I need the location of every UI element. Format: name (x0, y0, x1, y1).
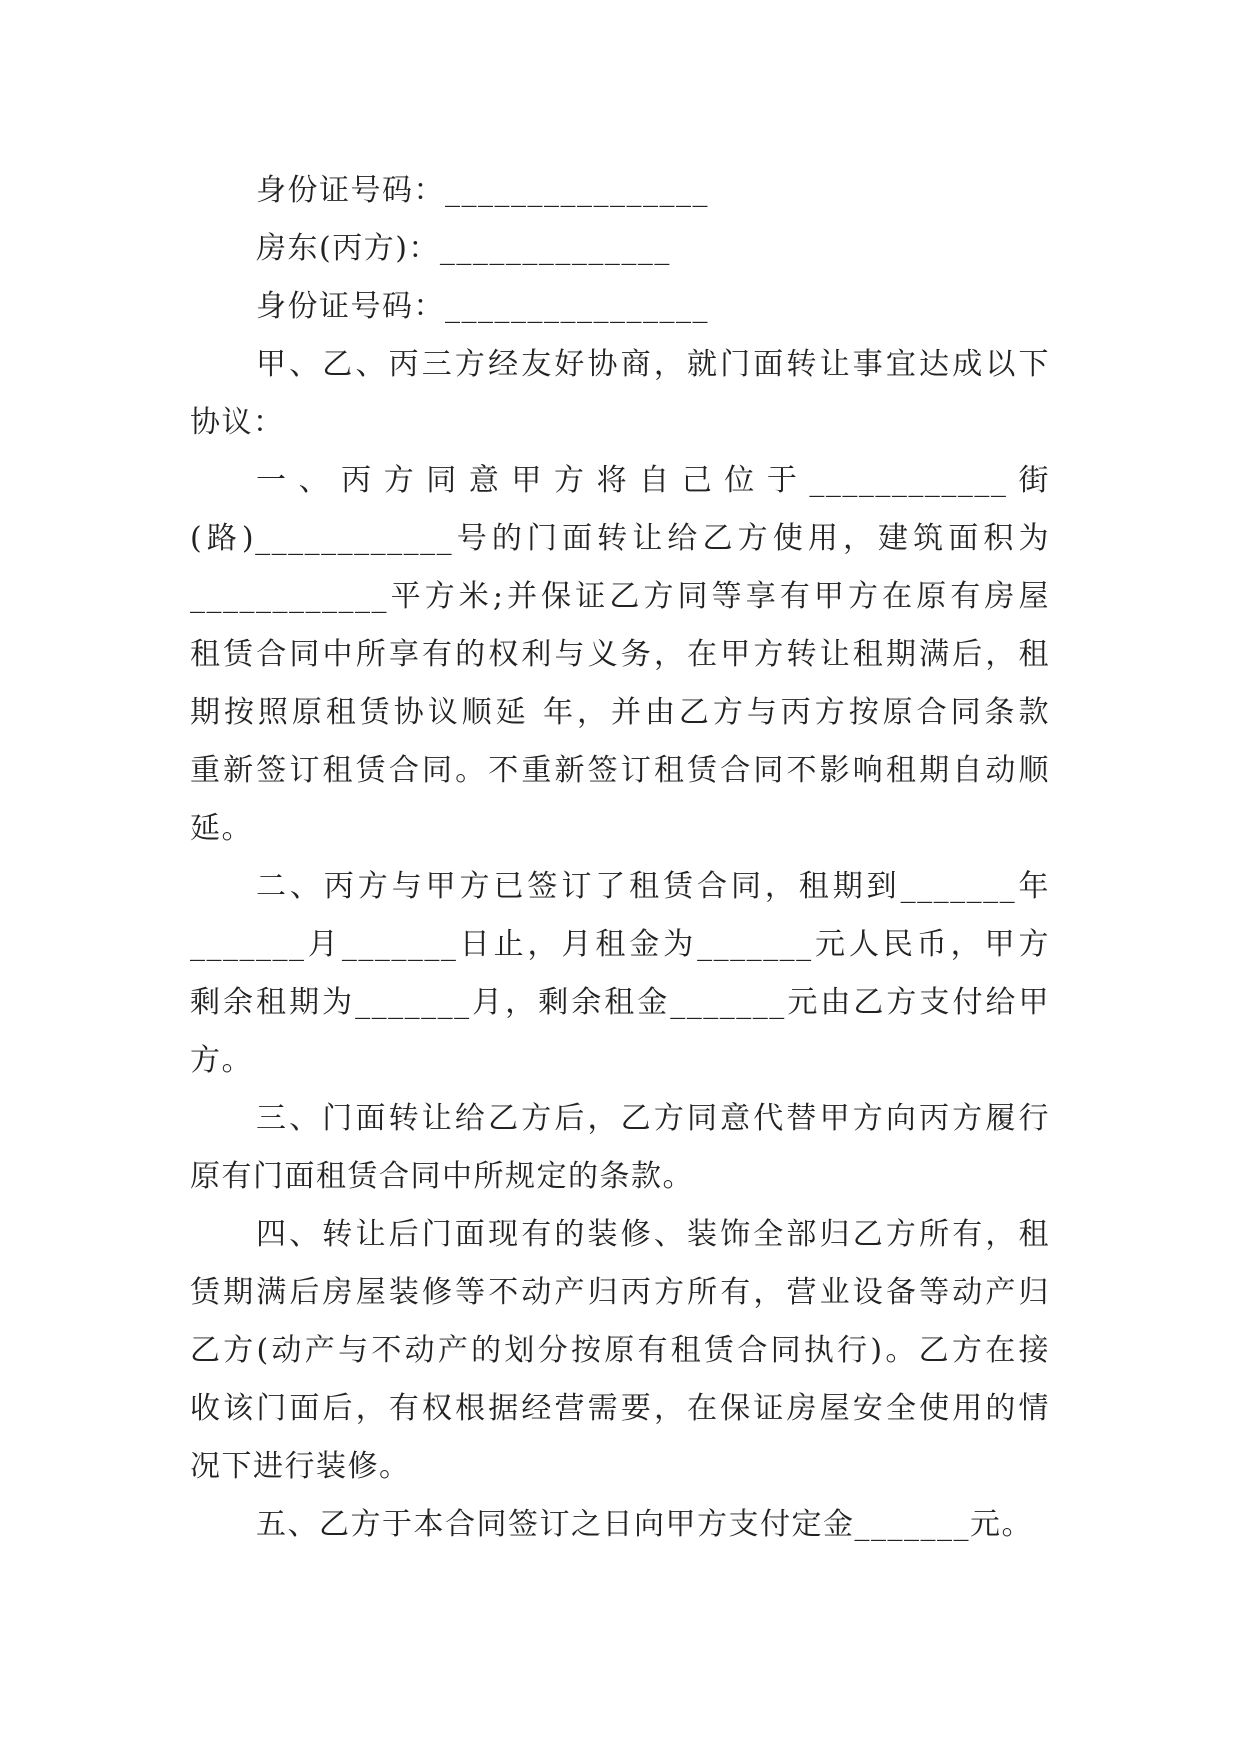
clause-2-line-2: _______月_______日止，月租金为_______元人民币，甲方 (190, 927, 1050, 962)
clause-1-line-1: 一、丙方同意甲方将自己位于____________街 (256, 463, 1050, 498)
landlord-line: 房东(丙方)：______________ (256, 231, 671, 266)
clause-2-line-1: 二、丙方与甲方已签订了租赁合同，租期到_______年 (256, 869, 1050, 904)
contract-body (190, 162, 1050, 1554)
clause-4-line-1: 四、转让后门面现有的装修、装饰全部归乙方所有，租 (256, 1217, 1050, 1252)
clause-1-line-7: 延。 (190, 811, 253, 846)
id-number-line-1: 身份证号码：________________ (256, 173, 709, 208)
clause-1-line-2: (路)____________号的门面转让给乙方使用，建筑面积为 (190, 521, 1050, 556)
intro-line-2: 协议： (190, 405, 285, 440)
intro-line-1: 甲、乙、丙三方经友好协商，就门面转让事宜达成以下 (256, 347, 1050, 382)
clause-2-line-4: 方。 (190, 1043, 253, 1078)
clause-1-line-4: 租赁合同中所享有的权利与义务，在甲方转让租期满后，租 (190, 637, 1050, 672)
clause-1-line-5: 期按照原租赁协议顺延 年，并由乙方与丙方按原合同条款 (190, 695, 1050, 730)
clause-4-line-2: 赁期满后房屋装修等不动产归丙方所有，营业设备等动产归 (190, 1275, 1050, 1310)
clause-1-line-3: ____________平方米;并保证乙方同等享有甲方在原有房屋 (190, 579, 1050, 614)
clause-4-line-3: 乙方(动产与不动产的划分按原有租赁合同执行)。乙方在接 (190, 1333, 1050, 1368)
id-number-line-2: 身份证号码：________________ (256, 289, 709, 324)
clause-5-line-1: 五、乙方于本合同签订之日向甲方支付定金_______元。 (256, 1507, 1033, 1542)
clause-4-line-5: 况下进行装修。 (190, 1449, 411, 1484)
clause-3-line-2: 原有门面租赁合同中所规定的条款。 (190, 1159, 694, 1194)
clause-2-line-3: 剩余租期为_______月，剩余租金_______元由乙方支付给甲 (190, 985, 1050, 1020)
clause-1-line-6: 重新签订租赁合同。不重新签订租赁合同不影响租期自动顺 (190, 753, 1050, 788)
clause-4-line-4: 收该门面后，有权根据经营需要，在保证房屋安全使用的情 (190, 1391, 1050, 1426)
clause-3-line-1: 三、门面转让给乙方后，乙方同意代替甲方向丙方履行 (256, 1101, 1050, 1136)
